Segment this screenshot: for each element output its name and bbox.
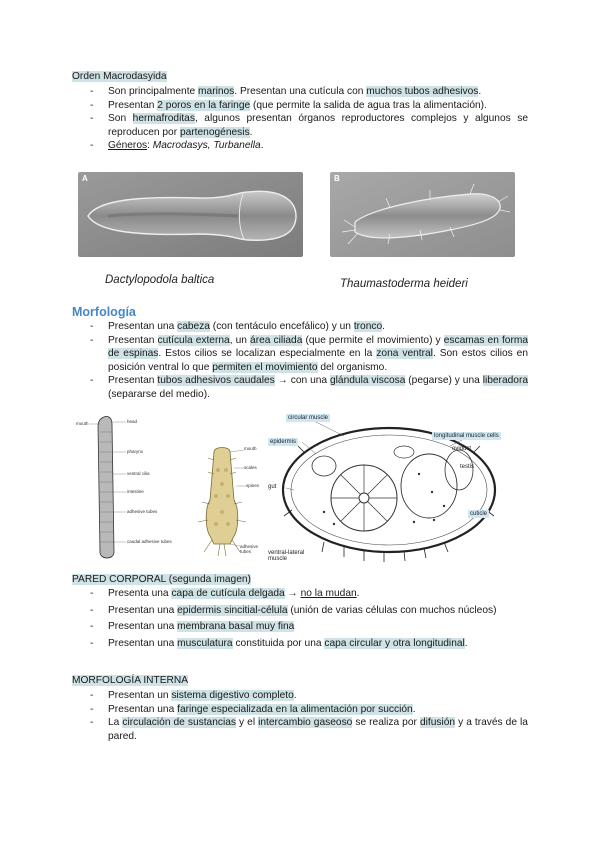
pared-heading: PARED CORPORAL (segunda imagen): [72, 574, 251, 585]
bullet-cuticle-layer: - Presenta una capa de cutícula delgada → no la mudan.: [90, 587, 528, 601]
label-epidermis: epidermis: [270, 439, 297, 445]
bullet-basal-membrane: - Presentan una membrana basal muy fina: [90, 620, 528, 634]
bullet-cuticle-cilia: - Presentan cutícula externa, un área ciliada (que permite el movimiento) y escamas en forma de espinas. Estos cilios se localizan especialmente en la zona ventral. Son estos cilios en posición ventral lo que permiten el movimiento del organismo.: [90, 334, 528, 375]
figure-dorsal-view: head mouth pharynx ventral cilia intestine adhesive tubes caudal adhesive tubes: [72, 412, 182, 564]
bullet-hermaphrodite: - Son hermafroditas, algunos presentan órganos reproductores complejos y algunos se reproducen por partenogénesis.: [90, 112, 528, 139]
caption-dactylopodola: Dactylopodola baltica: [105, 274, 215, 286]
photo-letter-b: B: [334, 174, 340, 183]
bullet-marine: - Son principalmente marinos. Presentan una cutícula con muchos tubos adhesivos.: [90, 85, 528, 99]
label-circular-muscle: circular muscle: [288, 415, 329, 421]
label-longitudinal-muscle: longitudinal muscle cells: [434, 433, 499, 439]
morfologia-heading: Morfología: [72, 305, 136, 319]
label-gut: gut: [268, 484, 277, 490]
label-testis: testis: [460, 464, 475, 470]
bullet-genera: - Géneros: Macrodasys, Turbanella.: [90, 139, 528, 153]
interna-bullets: [90, 689, 528, 743]
morfologia-bullets: [90, 320, 528, 402]
bullet-adhesive-tubes: - Presentan tubos adhesivos caudales → con una glándula viscosa (pegarse) y una liberadora (separarse del medio).: [90, 374, 528, 401]
bullet-pharynx: - Presentan una faringe especializada en la alimentación por succión.: [90, 703, 528, 717]
label-cuticle: cuticle: [470, 511, 488, 517]
order-bullets: [90, 85, 528, 153]
bullet-musculature: - Presentan una musculatura constituida por una capa circular y otra longitudinal.: [90, 637, 528, 651]
pared-bullets: [90, 587, 528, 650]
figure-cross-section: [264, 412, 526, 564]
bullet-digestive: - Presentan un sistema digestivo completo.: [90, 689, 528, 703]
photo-thaumastoderma: [330, 172, 515, 257]
bullet-diffusion: - La circulación de sustancias y el intercambio gaseoso se realiza por difusión y a través de la pared.: [90, 716, 528, 743]
photo-dactylopodola: [78, 172, 303, 257]
figure-scaled-animal: mouth scales spines adhesive tubes: [190, 440, 262, 564]
order-heading: Orden Macrodasyida: [72, 71, 167, 82]
bullet-epidermis: - Presentan una epidermis sincitial-célula (unión de varias células con muchos núcleos): [90, 604, 528, 618]
label-ventral-muscle: ventral-lateral muscle: [268, 550, 305, 562]
caption-thaumastoderma: Thaumastoderma heideri: [340, 278, 468, 290]
interna-heading: MORFOLOGÍA INTERNA: [72, 675, 189, 686]
bullet-head-trunk: - Presentan una cabeza (con tentáculo encefálico) y un tronco.: [90, 320, 528, 334]
photo-letter-a: A: [82, 174, 88, 183]
label-oviduct: oviduct: [452, 446, 472, 452]
bullet-pores: - Presentan 2 poros en la faringe (que permite la salida de agua tras la alimentación).: [90, 99, 528, 113]
